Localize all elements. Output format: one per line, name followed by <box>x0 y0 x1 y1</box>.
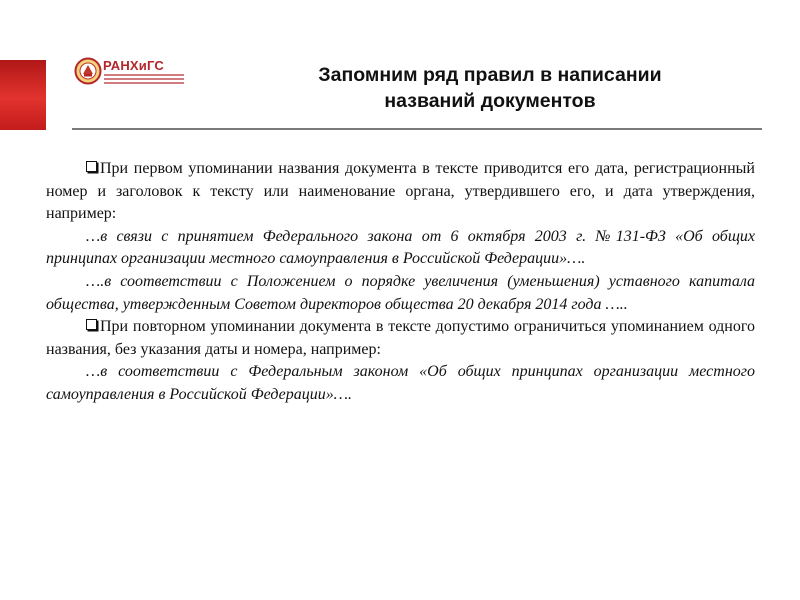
emblem-icon <box>74 57 102 85</box>
checkbox-bullet-icon <box>86 319 97 330</box>
title-line-1: Запомним ряд правил в написании <box>318 64 662 86</box>
page-title <box>220 62 760 114</box>
header-divider <box>72 128 762 130</box>
logo-subtitle-lines <box>104 74 184 86</box>
example-federal-law: …в связи с принятием Федерального закона от 6 октября 2003 г. №131-ФЗ «Об общих принципах организации местного самоуправления в Российской Федерации»…. <box>46 227 755 268</box>
title-line-2: названий документов <box>384 90 596 112</box>
red-accent-bar <box>0 60 46 130</box>
example-regulation: ….в соответствии с Положением о порядке увеличения (уменьшения) уставного капитала общества, утвержденным Советом директоров общества 20 декабря 2014 года ….. <box>46 272 755 313</box>
example-short-name: …в соответствии с Федеральным законом «Об общих принципах организации местного самоуправления в Российской Федерации»…. <box>46 363 755 403</box>
bullet-text-first-mention: При первом упоминании названия документа в тексте приводится его дата, регистрационный номер и заголовок к тексту или наименование органа, утвердившего его, и дата утверждения, например: <box>46 160 755 223</box>
checkbox-bullet-icon <box>86 161 97 172</box>
ranepa-logo <box>74 57 184 87</box>
rules-content <box>46 158 755 407</box>
bullet-item-first-mention <box>46 158 755 226</box>
bullet-text-repeat-mention: При повторном упоминании документа в тексте допустимо ограничиться упоминанием одного названия, без указания даты и номера, например: <box>46 318 755 358</box>
bullet-item-repeat-mention <box>46 316 755 361</box>
logo-text: РАНХиГС <box>103 58 164 73</box>
